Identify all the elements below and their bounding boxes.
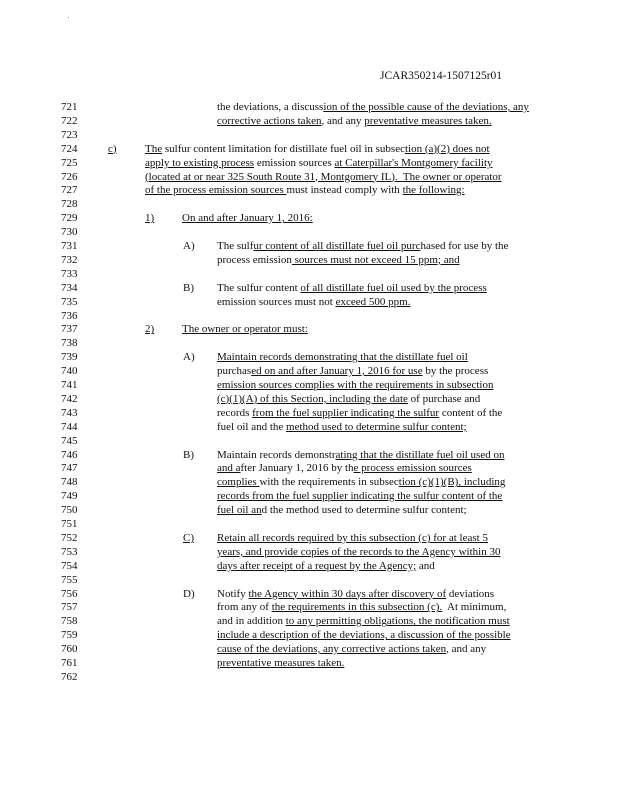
underlined-insertion: sources must not exceed 15 ppm; and bbox=[291, 253, 460, 266]
document-line bbox=[0, 531, 618, 545]
text-segment: the deviations, a discuss bbox=[217, 101, 324, 113]
line-text bbox=[217, 100, 529, 114]
underlined-insertion: include a description of the deviations, a discussion of the possible bbox=[217, 629, 511, 642]
document-line bbox=[0, 225, 618, 239]
line-text bbox=[217, 489, 502, 503]
line-number: 746 bbox=[61, 448, 78, 461]
document-line bbox=[0, 183, 618, 197]
line-text bbox=[145, 156, 493, 170]
line-number: 745 bbox=[61, 434, 78, 447]
line-number: 724 bbox=[61, 142, 78, 155]
underlined-insertion: of the process emission sources bbox=[145, 184, 287, 197]
document-line bbox=[0, 600, 618, 614]
text-segment: purchas bbox=[217, 365, 252, 378]
underlined-insertion: e process emission sources bbox=[353, 462, 472, 475]
text-segment: with the requirements in subsec bbox=[259, 476, 399, 489]
line-number: 735 bbox=[61, 295, 78, 308]
line-number: 743 bbox=[61, 406, 78, 419]
line-number: 756 bbox=[61, 587, 78, 600]
text-segment: Notify bbox=[217, 587, 249, 600]
text-segment: Maintain records demonstr bbox=[217, 448, 336, 461]
underlined-insertion: The owner or operator must: bbox=[182, 323, 308, 336]
line-number: 760 bbox=[61, 643, 78, 656]
document-line bbox=[0, 267, 618, 281]
line-number: 747 bbox=[61, 462, 78, 475]
line-text bbox=[182, 211, 313, 225]
underlined-insertion: Maintain records demonstrating that the distillate fuel oil bbox=[217, 351, 468, 364]
document-line bbox=[0, 587, 618, 601]
subsection-label: B) bbox=[183, 448, 194, 461]
line-number: 751 bbox=[61, 518, 78, 530]
line-text bbox=[182, 322, 308, 336]
line-number: 749 bbox=[61, 490, 78, 503]
subsection-label: A) bbox=[183, 351, 195, 364]
document-line bbox=[0, 642, 618, 656]
underlined-insertion: emission sources complies with the requirements in subsection bbox=[217, 379, 494, 391]
underlined-insertion: from the fuel supplier indicating the sulfur bbox=[252, 406, 440, 419]
subsection-label: 1) bbox=[145, 212, 155, 225]
document-line bbox=[0, 100, 618, 114]
text-segment: by the process bbox=[422, 365, 489, 378]
line-text bbox=[217, 295, 410, 309]
line-text bbox=[217, 420, 467, 434]
underlined-insertion: tion (a)(2) does not bbox=[404, 142, 490, 155]
text-segment: emission sources must not bbox=[217, 295, 336, 308]
underlined-insertion: of all distillate fuel oil used by the process bbox=[300, 281, 487, 294]
text-segment: deviations bbox=[446, 587, 495, 600]
line-number: 737 bbox=[61, 323, 78, 336]
text-segment: d the method used to determine sulfur content; bbox=[261, 504, 467, 517]
underlined-insertion: preventative measures taken. bbox=[364, 114, 492, 127]
line-number: 731 bbox=[61, 240, 78, 252]
text-segment: and bbox=[416, 559, 435, 572]
line-text bbox=[217, 281, 487, 295]
document-line bbox=[0, 128, 618, 142]
document-line bbox=[0, 239, 618, 253]
line-text bbox=[217, 587, 494, 601]
underlined-insertion: the requirements in this subsection (c). bbox=[271, 601, 443, 614]
line-number: 752 bbox=[61, 531, 78, 544]
line-number: 723 bbox=[61, 128, 78, 141]
line-number: 729 bbox=[61, 212, 78, 225]
document-line bbox=[0, 489, 618, 503]
underlined-insertion: ion of the possible cause of the deviations, any bbox=[323, 101, 529, 113]
document-line bbox=[0, 378, 618, 392]
underlined-insertion: fuel oil an bbox=[217, 504, 262, 517]
document-line bbox=[0, 114, 618, 128]
text-segment: , and any bbox=[446, 643, 487, 656]
text-segment: The sulf bbox=[217, 240, 254, 252]
line-text bbox=[217, 461, 472, 475]
underlined-insertion: the following: bbox=[402, 184, 465, 197]
line-number: 721 bbox=[61, 101, 78, 113]
line-number: 728 bbox=[61, 198, 78, 211]
text-segment: and in addition bbox=[217, 615, 286, 628]
document-line bbox=[0, 656, 618, 670]
underlined-insertion: On and after January 1, 2016: bbox=[182, 212, 313, 225]
line-text bbox=[217, 364, 488, 378]
line-number: 738 bbox=[61, 337, 78, 350]
document-line bbox=[0, 295, 618, 309]
document-line bbox=[0, 350, 618, 364]
line-text bbox=[217, 239, 508, 253]
line-number: 742 bbox=[61, 392, 78, 405]
document-line bbox=[0, 156, 618, 170]
underlined-insertion: tion (c)(1)(B), including bbox=[398, 476, 506, 489]
underlined-insertion: years, and provide copies of the records to the Agency within 30 bbox=[217, 545, 501, 558]
line-number: 740 bbox=[61, 365, 78, 378]
line-text bbox=[217, 559, 435, 573]
underlined-insertion: method used to determine sulfur content; bbox=[286, 420, 467, 433]
line-text bbox=[217, 392, 480, 406]
line-text bbox=[217, 656, 344, 670]
document-line bbox=[0, 614, 618, 628]
line-text bbox=[217, 600, 506, 614]
subsection-label: c) bbox=[108, 142, 117, 155]
subsection-label: A) bbox=[183, 240, 195, 252]
document-line bbox=[0, 364, 618, 378]
line-number: 750 bbox=[61, 504, 78, 517]
document-line bbox=[0, 392, 618, 406]
document-line bbox=[0, 628, 618, 642]
text-segment: content of the bbox=[439, 406, 503, 419]
underlined-insertion: exceed 500 ppm. bbox=[335, 295, 411, 308]
line-number: 758 bbox=[61, 615, 78, 628]
underlined-insertion: to any permitting obligations, the notification must bbox=[285, 615, 510, 628]
line-text bbox=[217, 406, 502, 420]
line-number: 759 bbox=[61, 629, 78, 642]
document-line bbox=[0, 670, 618, 684]
document-line bbox=[0, 475, 618, 489]
line-text bbox=[217, 448, 504, 462]
underlined-insertion: preventative measures taken. bbox=[217, 657, 345, 669]
text-segment: , and any bbox=[321, 114, 365, 127]
line-text bbox=[217, 531, 488, 545]
line-number: 744 bbox=[61, 420, 78, 433]
document-line bbox=[0, 420, 618, 434]
line-number: 741 bbox=[61, 379, 78, 391]
document-line bbox=[0, 559, 618, 573]
document-line bbox=[0, 197, 618, 211]
line-number: 762 bbox=[61, 670, 78, 683]
scan-speck bbox=[68, 17, 69, 18]
underlined-insertion: Retain all records required by this subsection (c) for at least 5 bbox=[217, 531, 488, 544]
document-line bbox=[0, 211, 618, 225]
text-segment: emission sources bbox=[254, 156, 335, 169]
underlined-insertion: (c)(1)(A) of this Section, including the date bbox=[217, 392, 408, 405]
text-segment: The sulfur content bbox=[217, 281, 301, 294]
text-segment: sulfur content limitation for distillate fuel oil in subsec bbox=[162, 142, 405, 155]
line-number: 725 bbox=[61, 156, 78, 169]
underlined-insertion: records from the fuel supplier indicating the sulfur content of the bbox=[217, 490, 503, 503]
line-number: 754 bbox=[61, 559, 78, 572]
text-segment: from any of bbox=[217, 601, 272, 614]
line-text bbox=[217, 253, 460, 267]
line-text bbox=[217, 642, 486, 656]
document-line bbox=[0, 309, 618, 323]
line-number: 739 bbox=[61, 351, 78, 364]
text-segment: At minimum, bbox=[442, 601, 507, 614]
document-line bbox=[0, 517, 618, 531]
text-segment: hased for use by the bbox=[420, 240, 509, 252]
underlined-insertion: ed on and after January 1, 2016 for use bbox=[251, 365, 423, 378]
text-segment: records bbox=[217, 406, 253, 419]
subsection-label: B) bbox=[183, 281, 194, 294]
text-segment: process emission bbox=[217, 253, 292, 266]
document-line bbox=[0, 503, 618, 517]
line-text bbox=[217, 475, 505, 489]
underlined-insertion: at Caterpillar's Montgomery facility bbox=[334, 156, 493, 169]
underlined-insertion: the Agency within 30 days after discovery of bbox=[248, 587, 447, 600]
line-text bbox=[217, 350, 468, 364]
line-text bbox=[217, 378, 493, 392]
underlined-insertion: complies bbox=[217, 476, 260, 489]
line-number: 733 bbox=[61, 267, 78, 280]
text-segment: fter January 1, 2016 by th bbox=[240, 462, 354, 475]
underlined-insertion: ur content of all distillate fuel oil purc bbox=[253, 240, 421, 252]
line-number: 753 bbox=[61, 545, 78, 558]
line-number: 726 bbox=[61, 170, 78, 183]
line-text bbox=[217, 545, 500, 559]
underlined-insertion: cause of the deviations, any corrective actions taken bbox=[217, 643, 447, 656]
line-number: 748 bbox=[61, 476, 78, 489]
line-number: 727 bbox=[61, 184, 78, 197]
text-segment: must instead comply with bbox=[286, 184, 403, 197]
document-id-header: JCAR350214-1507125r01 bbox=[380, 70, 503, 82]
document-line bbox=[0, 142, 618, 156]
document-line bbox=[0, 434, 618, 448]
line-number: 730 bbox=[61, 226, 78, 239]
line-number: 734 bbox=[61, 281, 78, 294]
document-line bbox=[0, 461, 618, 475]
document-line bbox=[0, 281, 618, 295]
document-line bbox=[0, 573, 618, 587]
line-text bbox=[217, 503, 467, 517]
line-text bbox=[217, 614, 510, 628]
document-line bbox=[0, 253, 618, 267]
underlined-insertion: ating that the distillate fuel oil used on bbox=[335, 448, 505, 461]
underlined-insertion: corrective actions taken bbox=[217, 114, 322, 127]
text-segment: fuel oil and the bbox=[217, 420, 287, 433]
line-number: 722 bbox=[61, 114, 78, 127]
document-line bbox=[0, 322, 618, 336]
line-text bbox=[217, 628, 511, 642]
subsection-label: 2) bbox=[145, 323, 155, 336]
document-line bbox=[0, 170, 618, 184]
document-line bbox=[0, 406, 618, 420]
document-line bbox=[0, 336, 618, 350]
line-text bbox=[145, 142, 490, 156]
line-number: 757 bbox=[61, 601, 78, 614]
document-line bbox=[0, 448, 618, 462]
line-text bbox=[145, 170, 502, 184]
line-text bbox=[145, 183, 465, 197]
underlined-insertion: (located at or near 325 South Route 31, Montgomery IL). The owner or operator bbox=[145, 170, 502, 183]
subsection-label: D) bbox=[183, 587, 195, 600]
underlined-insertion: and a bbox=[217, 462, 241, 475]
document-line bbox=[0, 545, 618, 559]
line-number: 761 bbox=[61, 657, 78, 669]
underlined-insertion: days after receipt of a request by the Agency; bbox=[217, 559, 417, 572]
subsection-label: C) bbox=[183, 531, 194, 544]
line-number: 736 bbox=[61, 309, 78, 322]
line-text bbox=[217, 114, 492, 128]
underlined-insertion: apply to existing process bbox=[145, 156, 255, 169]
text-segment: of purchase and bbox=[407, 392, 481, 405]
line-number: 755 bbox=[61, 573, 78, 586]
line-number: 732 bbox=[61, 253, 78, 266]
underlined-insertion: The bbox=[145, 142, 163, 155]
